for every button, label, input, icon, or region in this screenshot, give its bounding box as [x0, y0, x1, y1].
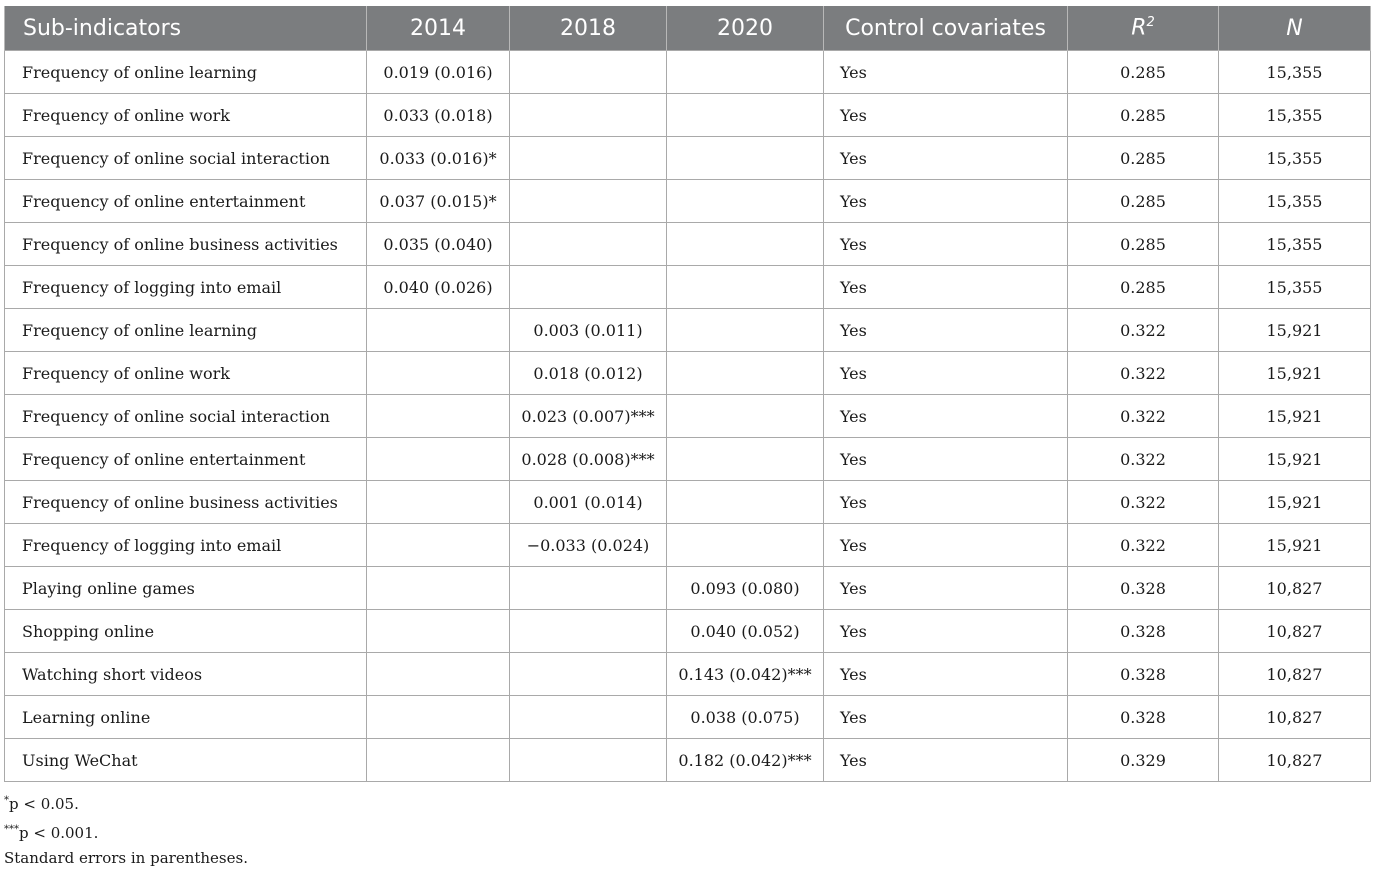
- sub-indicator-cell: Watching short videos: [5, 653, 367, 696]
- sub-indicator-cell: Frequency of online learning: [5, 309, 367, 352]
- coef-2020-cell: [667, 481, 824, 524]
- n-cell: 15,355: [1219, 266, 1371, 309]
- table-row: [5, 51, 1371, 94]
- control-covariates-cell: Yes: [824, 51, 1068, 94]
- control-covariates-cell: Yes: [824, 524, 1068, 567]
- coef-2014-cell: 0.037 (0.015)*: [367, 180, 510, 223]
- coef-2018-cell: 0.018 (0.012): [510, 352, 667, 395]
- r-squared-cell: 0.322: [1068, 524, 1219, 567]
- r-label: R: [1131, 15, 1147, 41]
- coef-2018-cell: [510, 94, 667, 137]
- coef-2014-cell: [367, 610, 510, 653]
- r-squared-cell: 0.322: [1068, 352, 1219, 395]
- control-covariates-cell: Yes: [824, 438, 1068, 481]
- n-cell: 15,921: [1219, 395, 1371, 438]
- coef-2020-cell: [667, 266, 824, 309]
- r-squared-cell: 0.285: [1068, 266, 1219, 309]
- coef-2014-cell: [367, 524, 510, 567]
- coef-2014-cell: [367, 395, 510, 438]
- coef-2018-cell: [510, 51, 667, 94]
- coef-2018-cell: [510, 739, 667, 782]
- sub-indicator-cell: Shopping online: [5, 610, 367, 653]
- coef-2020-cell: [667, 309, 824, 352]
- n-cell: 10,827: [1219, 653, 1371, 696]
- control-covariates-cell: Yes: [824, 696, 1068, 739]
- coef-2014-cell: [367, 352, 510, 395]
- note-text: p < 0.05.: [9, 795, 79, 813]
- n-cell: 15,921: [1219, 524, 1371, 567]
- sub-indicator-cell: Frequency of online entertainment: [5, 180, 367, 223]
- r-squared-cell: 0.285: [1068, 223, 1219, 266]
- table-row: [5, 223, 1371, 266]
- n-cell: 15,921: [1219, 481, 1371, 524]
- n-cell: 15,355: [1219, 223, 1371, 266]
- table-row: [5, 739, 1371, 782]
- control-covariates-cell: Yes: [824, 610, 1068, 653]
- coef-2020-cell: [667, 137, 824, 180]
- coef-2020-cell: [667, 51, 824, 94]
- r-squared-cell: 0.285: [1068, 137, 1219, 180]
- n-cell: 15,355: [1219, 180, 1371, 223]
- coef-2020-cell: [667, 395, 824, 438]
- r-squared-cell: 0.322: [1068, 481, 1219, 524]
- table-row: [5, 352, 1371, 395]
- coef-2020-cell: 0.038 (0.075): [667, 696, 824, 739]
- r-squared-cell: 0.329: [1068, 739, 1219, 782]
- note-mark: ***: [4, 824, 19, 835]
- coef-2014-cell: [367, 481, 510, 524]
- control-covariates-cell: Yes: [824, 309, 1068, 352]
- coef-2018-cell: [510, 223, 667, 266]
- table-row: [5, 180, 1371, 223]
- coef-2018-cell: [510, 696, 667, 739]
- control-covariates-cell: Yes: [824, 223, 1068, 266]
- r-squared-cell: 0.285: [1068, 180, 1219, 223]
- coef-2014-cell: [367, 696, 510, 739]
- r-superscript: 2: [1146, 15, 1155, 31]
- coef-2018-cell: 0.028 (0.008)***: [510, 438, 667, 481]
- r-squared-cell: 0.328: [1068, 567, 1219, 610]
- n-cell: 15,355: [1219, 137, 1371, 180]
- sub-indicator-cell: Using WeChat: [5, 739, 367, 782]
- coef-2018-cell: 0.001 (0.014): [510, 481, 667, 524]
- regression-table: [4, 6, 1371, 782]
- header-sub-indicators: Sub-indicators: [5, 6, 367, 51]
- table-row: [5, 696, 1371, 739]
- table-notes: [4, 788, 248, 871]
- table-row: [5, 653, 1371, 696]
- table-row: [5, 309, 1371, 352]
- sub-indicator-cell: Frequency of online social interaction: [5, 395, 367, 438]
- coef-2014-cell: [367, 309, 510, 352]
- control-covariates-cell: Yes: [824, 180, 1068, 223]
- coef-2018-cell: [510, 653, 667, 696]
- header-2018: 2018: [510, 6, 667, 51]
- control-covariates-cell: Yes: [824, 395, 1068, 438]
- sub-indicator-cell: Frequency of online work: [5, 352, 367, 395]
- sub-indicator-cell: Frequency of online work: [5, 94, 367, 137]
- table-row: [5, 438, 1371, 481]
- coef-2014-cell: [367, 567, 510, 610]
- coef-2014-cell: [367, 438, 510, 481]
- coef-2020-cell: 0.182 (0.042)***: [667, 739, 824, 782]
- table-row: [5, 524, 1371, 567]
- coef-2020-cell: 0.143 (0.042)***: [667, 653, 824, 696]
- header-r-squared: [1068, 6, 1219, 51]
- sub-indicator-cell: Playing online games: [5, 567, 367, 610]
- r-squared-cell: 0.285: [1068, 51, 1219, 94]
- n-cell: 10,827: [1219, 567, 1371, 610]
- control-covariates-cell: Yes: [824, 94, 1068, 137]
- n-cell: 15,921: [1219, 438, 1371, 481]
- n-cell: 15,921: [1219, 309, 1371, 352]
- coef-2014-cell: 0.035 (0.040): [367, 223, 510, 266]
- regression-table-container: [4, 6, 1370, 782]
- n-cell: 15,355: [1219, 94, 1371, 137]
- coef-2020-cell: [667, 438, 824, 481]
- r-squared-cell: 0.328: [1068, 653, 1219, 696]
- r-squared-cell: 0.328: [1068, 696, 1219, 739]
- coef-2014-cell: [367, 653, 510, 696]
- coef-2020-cell: [667, 180, 824, 223]
- r-squared-cell: 0.322: [1068, 438, 1219, 481]
- sub-indicator-cell: Frequency of online entertainment: [5, 438, 367, 481]
- sub-indicator-cell: Frequency of logging into email: [5, 266, 367, 309]
- n-cell: 15,355: [1219, 51, 1371, 94]
- note-mark: *: [4, 795, 9, 806]
- table-row: [5, 610, 1371, 653]
- coef-2018-cell: [510, 567, 667, 610]
- coef-2014-cell: 0.040 (0.026): [367, 266, 510, 309]
- header-row: [5, 6, 1371, 51]
- n-cell: 10,827: [1219, 696, 1371, 739]
- sub-indicator-cell: Frequency of online social interaction: [5, 137, 367, 180]
- coef-2018-cell: −0.033 (0.024): [510, 524, 667, 567]
- coef-2018-cell: [510, 266, 667, 309]
- control-covariates-cell: Yes: [824, 739, 1068, 782]
- coef-2018-cell: [510, 610, 667, 653]
- coef-2014-cell: [367, 739, 510, 782]
- coef-2020-cell: 0.093 (0.080): [667, 567, 824, 610]
- n-cell: 10,827: [1219, 610, 1371, 653]
- sub-indicator-cell: Learning online: [5, 696, 367, 739]
- n-cell: 15,921: [1219, 352, 1371, 395]
- control-covariates-cell: Yes: [824, 481, 1068, 524]
- control-covariates-cell: Yes: [824, 266, 1068, 309]
- header-2020: 2020: [667, 6, 824, 51]
- control-covariates-cell: Yes: [824, 352, 1068, 395]
- note-line: [4, 817, 248, 846]
- control-covariates-cell: Yes: [824, 653, 1068, 696]
- r-squared-cell: 0.322: [1068, 309, 1219, 352]
- note-line: [4, 846, 248, 871]
- coef-2020-cell: [667, 352, 824, 395]
- coef-2018-cell: 0.003 (0.011): [510, 309, 667, 352]
- r-squared-cell: 0.322: [1068, 395, 1219, 438]
- sub-indicator-cell: Frequency of online business activities: [5, 223, 367, 266]
- table-row: [5, 567, 1371, 610]
- header-control-covariates: Control covariates: [824, 6, 1068, 51]
- table-row: [5, 481, 1371, 524]
- coef-2014-cell: 0.033 (0.018): [367, 94, 510, 137]
- control-covariates-cell: Yes: [824, 567, 1068, 610]
- coef-2018-cell: [510, 180, 667, 223]
- header-2014: 2014: [367, 6, 510, 51]
- table-row: [5, 94, 1371, 137]
- coef-2014-cell: 0.033 (0.016)*: [367, 137, 510, 180]
- r-squared-cell: 0.328: [1068, 610, 1219, 653]
- table-row: [5, 266, 1371, 309]
- sub-indicator-cell: Frequency of logging into email: [5, 524, 367, 567]
- table-row: [5, 137, 1371, 180]
- coef-2020-cell: [667, 524, 824, 567]
- note-text: p < 0.001.: [19, 824, 99, 842]
- coef-2018-cell: 0.023 (0.007)***: [510, 395, 667, 438]
- sub-indicator-cell: Frequency of online learning: [5, 51, 367, 94]
- table-row: [5, 395, 1371, 438]
- coef-2014-cell: 0.019 (0.016): [367, 51, 510, 94]
- n-cell: 10,827: [1219, 739, 1371, 782]
- coef-2020-cell: 0.040 (0.052): [667, 610, 824, 653]
- r-squared-cell: 0.285: [1068, 94, 1219, 137]
- coef-2018-cell: [510, 137, 667, 180]
- table-body: [5, 51, 1371, 782]
- header-n: N: [1219, 6, 1371, 51]
- coef-2020-cell: [667, 223, 824, 266]
- coef-2020-cell: [667, 94, 824, 137]
- control-covariates-cell: Yes: [824, 137, 1068, 180]
- note-text: Standard errors in parentheses.: [4, 849, 248, 867]
- sub-indicator-cell: Frequency of online business activities: [5, 481, 367, 524]
- note-line: [4, 788, 248, 817]
